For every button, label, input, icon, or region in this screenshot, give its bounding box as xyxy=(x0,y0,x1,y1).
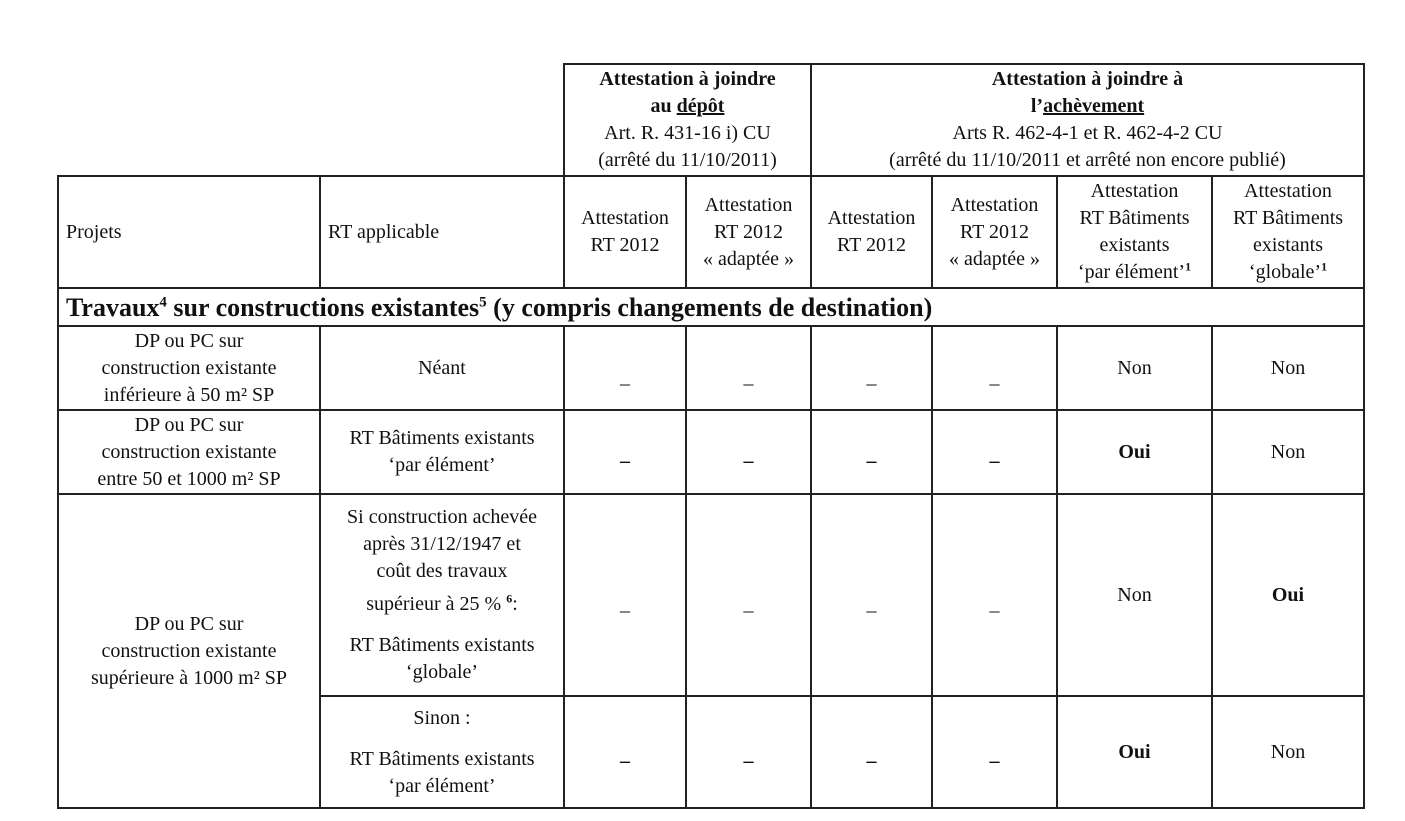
col-label: Attestation xyxy=(581,207,669,229)
cell-text: RT Bâtiments existants xyxy=(349,634,535,656)
achevement-title-line1: Attestation à joindre à xyxy=(991,68,1184,90)
table-row xyxy=(58,410,1364,494)
cell-text: DP ou PC sur xyxy=(134,612,244,635)
col-label: ‘globale’ xyxy=(1248,261,1322,283)
dash-cell: _ xyxy=(811,326,932,410)
table-row xyxy=(58,326,1364,410)
section-text: sur constructions existantes xyxy=(166,292,480,322)
col-label: Attestation xyxy=(827,207,916,229)
projet-cell xyxy=(58,494,320,808)
col-header-attestation-adaptee-achevement xyxy=(932,176,1057,288)
cell-text: RT Bâtiments existants xyxy=(349,427,535,449)
depot-title-line2-underlined: dépôt xyxy=(676,95,725,117)
cell-text: supérieur à 25 % xyxy=(366,593,502,615)
achevement-title-line2-prefix: l’ xyxy=(1030,95,1044,117)
depot-arrete: (arrêté du 11/10/2011) xyxy=(598,149,777,171)
dash-cell: – xyxy=(811,696,932,808)
cell-text: après 31/12/1947 et xyxy=(363,533,521,555)
col-header-attestation-rt2012-depot xyxy=(564,176,686,288)
dash-cell: _ xyxy=(811,494,932,696)
depot-title-line1: Attestation à joindre xyxy=(599,68,776,90)
dash-cell: – xyxy=(686,410,811,494)
cell-text: Si construction achevée xyxy=(347,506,537,528)
par-element-value: Oui xyxy=(1057,410,1212,494)
col-header-attestation-par-element xyxy=(1057,176,1212,288)
dash-cell: _ xyxy=(564,326,686,410)
cell-text: construction existante xyxy=(101,356,277,379)
section-text: (y compris changements de destination) xyxy=(486,292,933,322)
dash-cell: – xyxy=(932,410,1057,494)
col-header-attestation-globale xyxy=(1212,176,1364,288)
dash-cell: _ xyxy=(932,326,1057,410)
dash-cell: _ xyxy=(686,326,811,410)
achevement-articles: Arts R. 462-4-1 et R. 462-4-2 CU xyxy=(952,122,1223,144)
cell-text: DP ou PC sur xyxy=(134,413,244,436)
cell-text: Sinon : xyxy=(413,706,471,729)
col-header-rt-applicable: RT applicable xyxy=(320,176,564,288)
spacer xyxy=(324,618,560,632)
section-title xyxy=(58,288,1364,326)
col-label: Attestation xyxy=(950,193,1039,216)
cell-text: entre 50 et 1000 m² SP xyxy=(97,467,281,490)
section-text: Travaux xyxy=(66,292,160,322)
col-label: RT 2012 xyxy=(837,234,906,256)
spacer xyxy=(324,732,560,746)
empty-corner-cell xyxy=(58,64,564,176)
achevement-title-line2-underlined: achèvement xyxy=(1043,95,1145,117)
cell-text: construction existante xyxy=(101,639,277,662)
col-label: « adaptée » xyxy=(702,247,795,270)
par-element-value: Non xyxy=(1057,494,1212,696)
rt-cell xyxy=(320,494,564,696)
header-depot xyxy=(564,64,811,176)
cell-text xyxy=(366,591,518,618)
globale-value: Non xyxy=(1212,410,1364,494)
col-label: RT 2012 xyxy=(960,220,1029,243)
col-label: ‘par élément’ xyxy=(1077,261,1186,283)
header-achevement xyxy=(811,64,1364,176)
footnote-ref: 4 xyxy=(159,293,167,310)
footnote-ref: 6 xyxy=(506,591,513,606)
col-label: RT 2012 xyxy=(714,220,783,243)
globale-value: Non xyxy=(1212,326,1364,410)
cell-text: inférieure à 50 m² SP xyxy=(103,383,275,406)
footnote-ref: 5 xyxy=(479,293,487,310)
projet-cell xyxy=(58,410,320,494)
header-row-top xyxy=(58,64,1364,176)
rt-cell: Néant xyxy=(320,326,564,410)
globale-value: Non xyxy=(1212,696,1364,808)
cell-text: ‘par élément’ xyxy=(388,454,496,476)
globale-value: Oui xyxy=(1212,494,1364,696)
dash-cell: – xyxy=(932,696,1057,808)
dash-cell: – xyxy=(564,696,686,808)
dash-cell: – xyxy=(811,410,932,494)
dash-cell: – xyxy=(564,410,686,494)
dash-cell: _ xyxy=(932,494,1057,696)
cell-text: ‘globale’ xyxy=(405,661,479,683)
rt-cell xyxy=(320,410,564,494)
col-label: RT Bâtiments xyxy=(1079,207,1190,229)
col-label: RT 2012 xyxy=(590,234,660,256)
projet-cell xyxy=(58,326,320,410)
rt-attestation-table xyxy=(57,63,1365,809)
col-label: Attestation xyxy=(1244,180,1332,202)
col-label: existants xyxy=(1099,234,1170,256)
col-label: Attestation xyxy=(1090,180,1179,202)
dash-cell: _ xyxy=(686,494,811,696)
section-row xyxy=(58,288,1364,326)
cell-text: coût des travaux xyxy=(376,560,508,582)
col-label: « adaptée » xyxy=(948,247,1041,270)
cell-text: supérieure à 1000 m² SP xyxy=(91,666,287,689)
cell-text: RT Bâtiments existants xyxy=(349,747,535,770)
cell-text: construction existante xyxy=(101,440,277,463)
footnote-ref: 1 xyxy=(1321,259,1328,274)
col-label: existants xyxy=(1253,234,1323,256)
dash-cell: _ xyxy=(564,494,686,696)
rt-cell xyxy=(320,696,564,808)
depot-title-line2-prefix: au xyxy=(650,95,677,117)
table-row xyxy=(58,494,1364,696)
col-header-projets: Projets xyxy=(58,176,320,288)
col-label: Attestation xyxy=(704,193,793,216)
depot-article: Art. R. 431-16 i) CU xyxy=(604,122,771,144)
dash-cell: – xyxy=(686,696,811,808)
cell-text: DP ou PC sur xyxy=(134,329,244,352)
par-element-value: Non xyxy=(1057,326,1212,410)
achevement-arrete: (arrêté du 11/10/2011 et arrêté non encore publié) xyxy=(889,149,1286,171)
cell-text: : xyxy=(512,593,518,615)
par-element-value: Oui xyxy=(1057,696,1212,808)
col-header-attestation-rt2012-achevement xyxy=(811,176,932,288)
cell-text: ‘par élément’ xyxy=(388,774,496,797)
col-header-attestation-adaptee-depot xyxy=(686,176,811,288)
col-label: RT Bâtiments xyxy=(1232,207,1344,229)
footnote-ref: 1 xyxy=(1185,259,1192,274)
header-row-columns xyxy=(58,176,1364,288)
